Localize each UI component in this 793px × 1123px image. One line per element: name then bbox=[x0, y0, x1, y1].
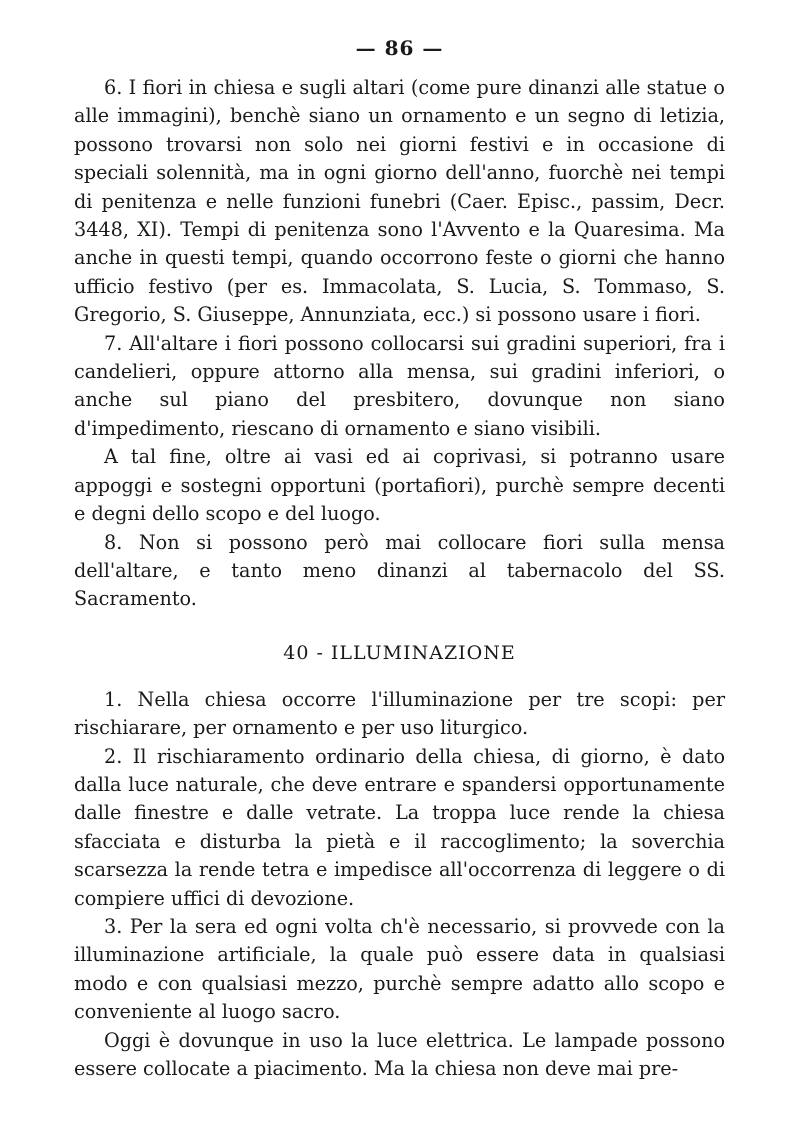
section-heading: 40 - ILLUMINAZIONE bbox=[283, 641, 516, 664]
section-paragraph-3-continued: Oggi è dovunque in uso la luce elettrica. Le lampade possono essere collocate a piacimento. Ma la chiesa non deve mai pre- bbox=[74, 1028, 725, 1080]
paragraph-6: 6. I fiori in chiesa e sugli altari (come pure dinanzi alle statue o alle immagini), benchè siano un ornamento e un segno di letizia, possono trovarsi non solo nei giorni festivi e in occasione di speciali solennità, ma in ogni giorno dell'anno, fuorchè nei tempi di penitenza e nelle funzioni funebri (Caer. Episc., passim, Decr. 3448, XI). Tempi di penitenza sono l'Avvento e la Quaresima. Ma anche in questi tempi, quando occorrono feste o giorni che hanno ufficio festivo (per es. Immacolata, S. Lucia, S. Tommaso, S. Gregorio, S. Giuseppe, Annunziata, ecc.) si possono usare i fiori. bbox=[74, 76, 725, 327]
paragraph-8: 8. Non si possono però mai collocare fiori sulla mensa dell'altare, e tanto meno dinanzi al tabernacolo del SS. Sacramento. bbox=[74, 530, 725, 611]
paragraph-7: 7. All'altare i fiori possono collocarsi sui gradini superiori, fra i candelieri, oppure attorno alla mensa, sui gradini inferiori, o anche sul piano del presbitero, dovunque non siano d'impedimento, riescano di ornamento e siano visibili. bbox=[74, 331, 725, 440]
section-paragraph-3: 3. Per la sera ed ogni volta ch'è necessario, si provvede con la illuminazione artificiale, la quale può essere data in qualsiasi modo e con qualsiasi mezzo, purchè sempre adatto allo scopo e conveniente al luogo sacro. bbox=[74, 914, 725, 1024]
page-number: — 86 — bbox=[355, 36, 444, 60]
paragraph-7-continued: A tal fine, oltre ai vasi ed ai coprivasi, si potranno usare appoggi e sostegni opportuni (portafiori), purchè sempre decenti e degni dello scopo e del luogo. bbox=[74, 445, 725, 526]
section-paragraph-2: 2. Il rischiaramento ordinario della chiesa, di giorno, è dato dalla luce naturale, che deve entrare e spandersi opportunamente dalle finestre e dalle vetrate. La troppa luce rende la chiesa sfacciata e disturba la pietà e il raccoglimento; la soverchia scarsezza la rende tetra e impedisce all'occorrenza di leggere o di compiere uffici di devozione. bbox=[74, 744, 725, 910]
section-paragraph-1: 1. Nella chiesa occorre l'illuminazione per tre scopi: per rischiarare, per ornamento e per uso liturgico. bbox=[74, 687, 725, 740]
